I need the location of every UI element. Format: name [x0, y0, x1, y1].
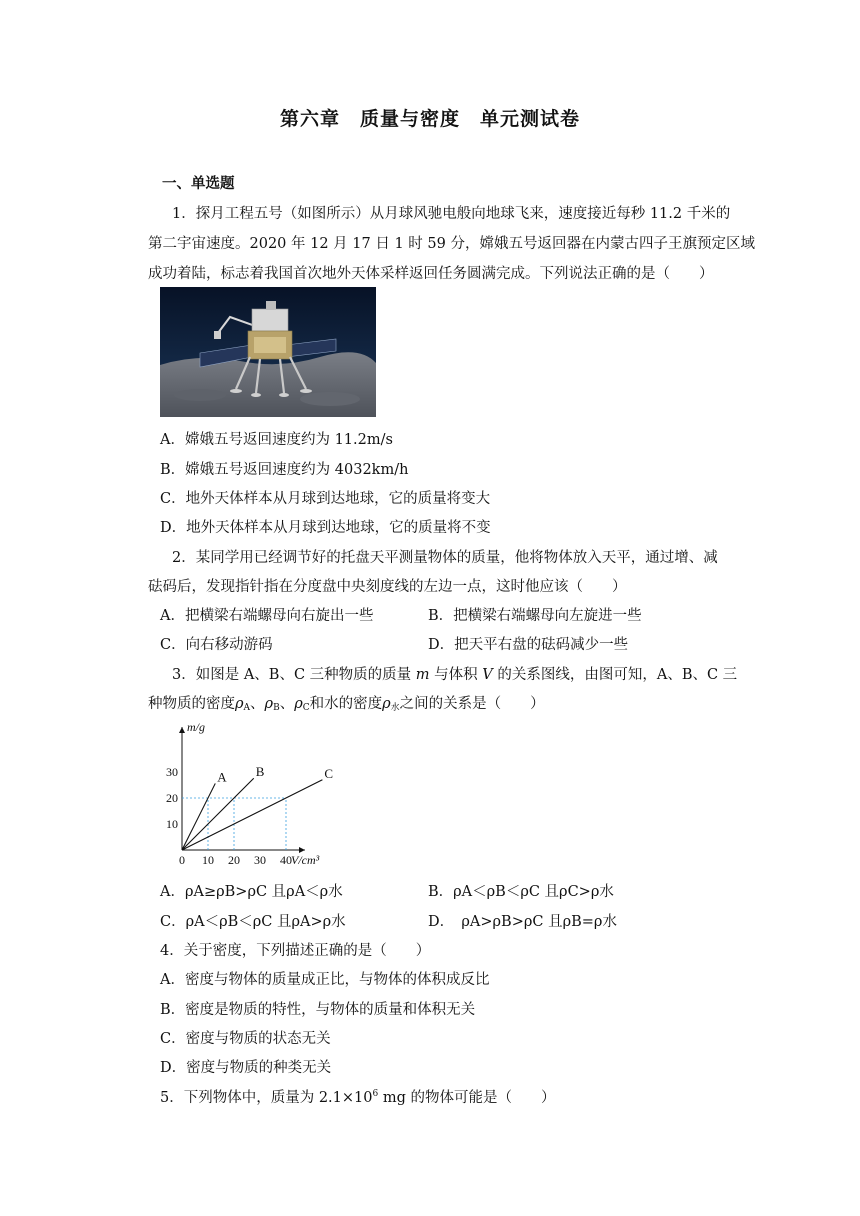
lander-photo	[160, 287, 376, 417]
q2-line-2: 砝码后，发现指针指在分度盘中央刻度线的左边一点，这时他应该（ ）	[148, 579, 627, 595]
lander-illustration	[160, 287, 376, 417]
y-tick-label: 30	[166, 765, 178, 779]
q3-option-a: A．ρA≥ρB>ρC 且ρA＜ρ水	[160, 884, 343, 900]
q2-option-a: A．把横梁右端螺母向右旋出一些	[160, 608, 374, 624]
y-tick-label: 20	[166, 791, 178, 805]
q2-option-b: B．把横梁右端螺母向左旋进一些	[428, 608, 642, 624]
page-title: 第六章 质量与密度 单元测试卷	[279, 108, 580, 130]
q1-line-1: 1．探月工程五号（如图所示）从月球风驰电般向地球飞来，速度接近每秒 11.2 千米的	[172, 206, 731, 222]
q4-option-a: A．密度与物体的质量成正比，与物体的体积成反比	[160, 972, 490, 988]
q4-option-b: B．密度是物质的特性，与物体的质量和体积无关	[160, 1002, 476, 1018]
mass-volume-chart-svg	[154, 718, 354, 870]
x-axis-label: V/cm³	[291, 853, 320, 867]
series-label-A: A	[217, 769, 227, 785]
q1-option-b: B．嫦娥五号返回速度约为 4032km/h	[160, 462, 409, 478]
q1-option-c: C．地外天体样本从月球到达地球，它的质量将变大	[160, 491, 491, 507]
q1-option-a: A．嫦娥五号返回速度约为 11.2m/s	[160, 432, 393, 448]
series-label-B: B	[255, 764, 265, 780]
q3-line-1: 3．如图是 A、B、C 三种物质的质量 m 与体积 V 的关系图线，由图可知，A、B、C 三	[172, 667, 738, 683]
x-tick-label: 0	[179, 853, 185, 867]
q3-option-d: D． ρA>ρB>ρC 且ρB=ρ水	[428, 914, 617, 930]
y-tick-label: 10	[166, 817, 178, 831]
q1-option-d: D．地外天体样本从月球到达地球，它的质量将不变	[160, 520, 491, 536]
y-axis-label: m/g	[187, 720, 205, 734]
q4-line: 4．关于密度，下列描述正确的是（ ）	[160, 943, 431, 959]
mass-volume-chart	[154, 718, 354, 870]
y-axis-arrow	[179, 727, 185, 733]
q3-line-2: 种物质的密度$\rho_A$、$\rho_B$、$\rho_C$和水的密度$\rho_水$之间的关系是（ ）	[148, 696, 545, 713]
series-line-A	[182, 783, 215, 850]
section-heading: 一、单选题	[162, 175, 235, 192]
q2-option-c: C．向右移动游码	[160, 637, 273, 653]
q1-line-2: 第二宇宙速度。2020 年 12 月 17 日 1 时 59 分，嫦娥五号返回器在内蒙古四子王旗预定区域	[148, 236, 755, 252]
x-tick-label: 10	[202, 853, 214, 867]
q3-option-b: B．ρA＜ρB＜ρC 且ρC>ρ水	[428, 884, 614, 900]
q3-option-c: C．ρA＜ρB＜ρC 且ρA>ρ水	[160, 914, 346, 930]
x-tick-label: 40	[280, 853, 292, 867]
x-tick-label: 20	[228, 853, 240, 867]
q2-option-d: D．把天平右盘的砝码减少一些	[428, 637, 629, 653]
q4-option-d: D．密度与物质的种类无关	[160, 1060, 332, 1076]
q2-line-1: 2．某同学用已经调节好的托盘天平测量物体的质量，他将物体放入天平，通过增、减	[172, 550, 718, 566]
x-tick-label: 30	[254, 853, 266, 867]
series-label-C: C	[324, 765, 334, 781]
q5-line: 5．下列物体中，质量为 $2.1\times 10^6$ mg 的物体可能是（ ）	[160, 1089, 556, 1106]
series-line-C	[182, 780, 322, 850]
series-line-B	[182, 778, 254, 850]
q1-line-3: 成功着陆，标志着我国首次地外天体采样返回任务圆满完成。下列说法正确的是（ ）	[148, 266, 714, 282]
q4-option-c: C．密度与物质的状态无关	[160, 1031, 331, 1047]
